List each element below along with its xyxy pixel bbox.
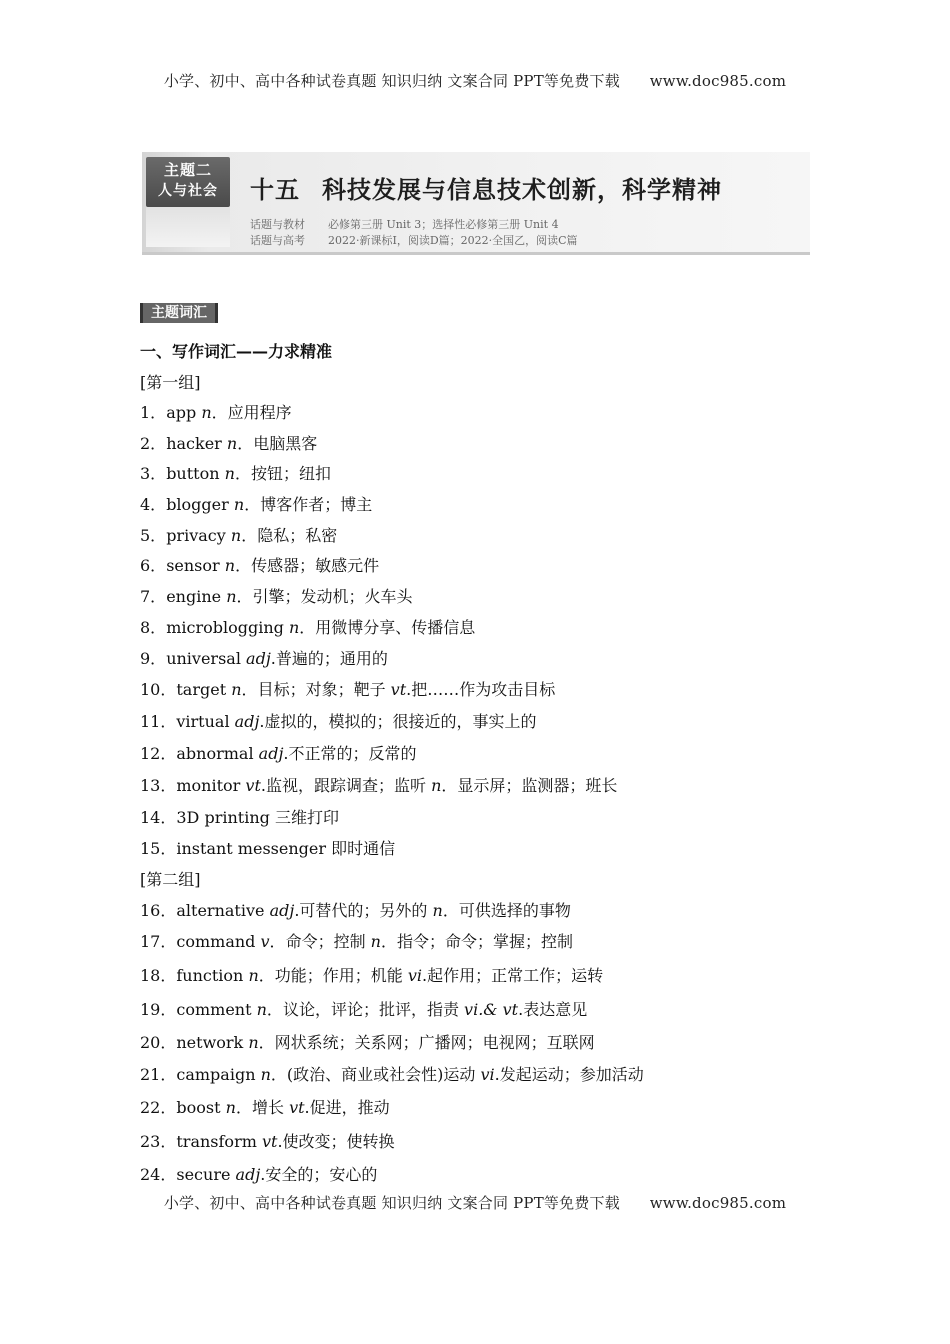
item-word: comment [176, 1000, 252, 1019]
item-pos-sep: ． [241, 526, 258, 545]
vocab-item [140, 400, 292, 423]
item-pos-2: vi [407, 966, 423, 985]
item-definition: 即时通信 [331, 839, 396, 858]
item-word: campaign [176, 1065, 256, 1084]
item-pos-sep: ． [237, 434, 254, 453]
vocab-item [140, 963, 603, 986]
item-pos: n [256, 1000, 267, 1019]
vocab-item [140, 1129, 395, 1152]
footer-url: www.doc985.com [649, 1194, 787, 1212]
group-label-2: [第二组] [140, 870, 201, 889]
item-number: 6． [140, 556, 167, 575]
footer-text: 小学、初中、高中各种试卷真题 知识归纳 文案合同 PPT等免费下载 [163, 1194, 620, 1212]
item-number: 24． [140, 1165, 177, 1184]
item-definition: 隐私；私密 [257, 526, 338, 545]
vocab-item [140, 1095, 390, 1118]
topic-banner [142, 152, 810, 255]
item-pos-sep: ． [236, 587, 253, 606]
item-definition: 增长 [251, 1098, 284, 1117]
item-pos-sep: . [283, 744, 289, 763]
item-number: 19． [140, 1000, 177, 1019]
item-definition: 三维打印 [274, 808, 339, 827]
item-number: 12． [140, 744, 177, 763]
item-pos-sep: ． [235, 1098, 252, 1117]
item-number: 14． [140, 808, 177, 827]
vocab-item [140, 836, 395, 859]
item-pos-sep: ． [258, 966, 275, 985]
item-number: 10． [140, 680, 177, 699]
item-word: function [176, 966, 244, 985]
item-definition: 用微博分享、传播信息 [315, 618, 476, 637]
item-pos-sep-2: . [422, 966, 428, 985]
item-pos: n [201, 403, 212, 422]
item-definition-2: 显示屏；监测器；班长 [457, 776, 618, 795]
item-definition-2: 表达意见 [523, 1000, 588, 1019]
item-number: 13． [140, 776, 177, 795]
item-pos-sep: ． [241, 680, 258, 699]
section-heading: 一、写作词汇——力求精准 [140, 342, 333, 361]
item-number: 4． [140, 495, 167, 514]
item-pos-sep-2: ． [380, 932, 397, 951]
item-number: 21． [140, 1065, 177, 1084]
section-tag: 主题词汇 [140, 303, 218, 323]
item-number: 18． [140, 966, 177, 985]
item-word: alternative [176, 901, 265, 920]
badge-topic-name: 人与社会 [158, 183, 218, 199]
item-definition: 按钮；纽扣 [250, 464, 331, 483]
vocab-item [140, 461, 331, 484]
item-pos-sep-2: ． [441, 776, 458, 795]
item-definition: (政治、商业或社会性)运动 [286, 1065, 476, 1084]
item-word: target [176, 680, 227, 699]
header-text: 小学、初中、高中各种试卷真题 知识归纳 文案合同 PPT等免费下载 [163, 72, 620, 90]
item-word: hacker [166, 434, 222, 453]
item-pos-sep: ． [211, 403, 228, 422]
item-number: 23． [140, 1132, 177, 1151]
item-definition: 安全的；安心的 [265, 1165, 378, 1184]
item-pos-2: vi.& vt [464, 1000, 519, 1019]
unit-number: 十五 [250, 176, 300, 204]
item-definition: 功能；作用；机能 [274, 966, 403, 985]
item-pos-sep-2: . [406, 680, 412, 699]
item-pos: n [288, 618, 300, 637]
item-word: 3D printing [176, 808, 270, 827]
item-word: engine [166, 587, 222, 606]
vocab-item [140, 1062, 644, 1085]
item-pos: n [225, 1098, 236, 1117]
item-pos-2: n [370, 932, 381, 951]
vocab-item [140, 929, 573, 952]
header-url: www.doc985.com [649, 72, 787, 90]
vocab-item [140, 523, 337, 546]
item-pos-sep: . [259, 712, 265, 731]
item-word: monitor [176, 776, 241, 795]
item-word: abnormal [176, 744, 254, 763]
item-word: blogger [166, 495, 229, 514]
badge-topic-number: 主题二 [163, 161, 212, 179]
vocab-item [140, 584, 413, 607]
textbook-label: 话题与教材 [250, 218, 305, 231]
textbook-info [250, 216, 559, 232]
item-number: 17． [140, 932, 177, 951]
item-definition-2: 促进，推动 [309, 1098, 390, 1117]
item-pos-sep: . [260, 1165, 266, 1184]
vocab-item [140, 492, 372, 515]
topic-badge [146, 157, 230, 207]
item-word: privacy [166, 526, 226, 545]
item-word: microblogging [166, 618, 284, 637]
vocab-item [140, 615, 475, 638]
item-definition-2: 可供选择的事物 [458, 901, 571, 920]
item-pos: n [231, 680, 242, 699]
item-pos: n [226, 434, 238, 453]
item-number: 3． [140, 464, 167, 483]
item-number: 15． [140, 839, 177, 858]
item-definition: 传感器；敏感元件 [251, 556, 380, 575]
item-pos: vt [261, 1132, 278, 1151]
item-definition: 应用程序 [227, 403, 292, 422]
unit-title: 科技发展与信息技术创新，科学精神 [322, 176, 722, 204]
vocab-item [140, 898, 571, 921]
item-word: transform [176, 1132, 257, 1151]
item-pos-sep: . [277, 1132, 283, 1151]
item-number: 22． [140, 1098, 177, 1117]
item-word: boost [176, 1098, 221, 1117]
banner-title [250, 170, 722, 205]
exam-label: 话题与高考 [250, 234, 305, 247]
item-pos-sep: ． [266, 1000, 283, 1019]
item-definition: 引擎；发动机；火车头 [252, 587, 413, 606]
item-definition: 虚拟的，模拟的；很接近的，事实上的 [264, 712, 537, 731]
item-number: 7． [140, 587, 167, 606]
item-pos-sep: ． [299, 618, 316, 637]
vocab-item [140, 1030, 595, 1053]
item-number: 2． [140, 434, 167, 453]
page-footer [0, 1192, 950, 1213]
item-word: virtual [176, 712, 230, 731]
item-definition-2: 发起运动；参加活动 [499, 1065, 644, 1084]
item-pos-2: vt [390, 680, 407, 699]
item-definition: 网状系统；关系网；广播网；电视网；互联网 [274, 1033, 595, 1052]
page-header [0, 70, 950, 91]
item-pos: n [233, 495, 245, 514]
item-word: secure [176, 1165, 231, 1184]
vocab-item [140, 773, 617, 796]
item-pos: adj [235, 1165, 261, 1184]
item-pos-sep: . [270, 649, 276, 668]
item-pos-sep: ． [244, 495, 261, 514]
exam-info [250, 232, 578, 248]
item-definition-2: 把……作为攻击目标 [411, 680, 556, 699]
item-pos-sep-2: . [494, 1065, 500, 1084]
vocab-item [140, 677, 555, 700]
item-word: instant messenger [176, 839, 326, 858]
item-word: sensor [166, 556, 220, 575]
item-pos-sep: ． [270, 1065, 287, 1084]
item-definition: 电脑黑客 [253, 434, 318, 453]
item-pos-sep: ． [258, 1033, 275, 1052]
exam-value: 2022·新课标Ⅰ，阅读D篇；2022·全国乙，阅读C篇 [328, 234, 578, 247]
item-pos-sep-2: . [304, 1098, 310, 1117]
item-pos: n [226, 587, 237, 606]
vocab-item [140, 805, 339, 828]
item-pos-sep-2: ． [442, 901, 459, 920]
item-number: 5． [140, 526, 167, 545]
item-word: network [176, 1033, 244, 1052]
item-definition: 可替代的；另外的 [299, 901, 428, 920]
item-word: command [176, 932, 256, 951]
item-number: 1． [140, 403, 167, 422]
item-definition: 目标；对象；靶子 [257, 680, 386, 699]
item-pos: adj [246, 649, 271, 668]
item-pos: n [248, 1033, 259, 1052]
item-pos-sep-2: . [518, 1000, 524, 1019]
item-definition: 议论，评论；批评，指责 [282, 1000, 459, 1019]
item-number: 11． [140, 712, 177, 731]
item-word: button [166, 464, 220, 483]
item-word: app [166, 403, 197, 422]
item-pos-sep: . [260, 776, 266, 795]
item-pos: n [230, 526, 242, 545]
vocab-item [140, 553, 379, 576]
item-pos-sep: ． [269, 932, 286, 951]
vocab-item [140, 431, 317, 454]
item-pos-2: vt [289, 1098, 305, 1117]
item-pos: n [224, 464, 235, 483]
group-label-1: [第一组] [140, 373, 201, 392]
item-definition: 命令；控制 [285, 932, 366, 951]
textbook-value: 必修第三册 Unit 3；选择性必修第三册 Unit 4 [328, 218, 559, 231]
item-number: 20． [140, 1033, 177, 1052]
item-number: 8． [140, 618, 167, 637]
item-definition: 使改变；使转换 [282, 1132, 395, 1151]
vocab-item [140, 741, 417, 764]
item-number: 16． [140, 901, 177, 920]
item-word: universal [166, 649, 241, 668]
vocab-item [140, 709, 537, 732]
item-definition: 普遍的；通用的 [275, 649, 388, 668]
vocab-item [140, 1162, 377, 1185]
item-pos-2: n [431, 776, 442, 795]
item-pos: n [260, 1065, 271, 1084]
item-pos-sep: . [294, 901, 300, 920]
item-pos: vt [245, 776, 261, 795]
item-pos: v [260, 932, 270, 951]
item-pos-2: n [432, 901, 443, 920]
item-pos: n [248, 966, 259, 985]
vocab-item [140, 997, 587, 1020]
badge-shadow [146, 207, 230, 247]
item-pos-sep: ． [235, 556, 252, 575]
item-definition-2: 起作用；正常工作；运转 [427, 966, 604, 985]
item-number: 9． [140, 649, 167, 668]
item-pos: adj [269, 901, 295, 920]
item-definition: 博客作者；博主 [260, 495, 373, 514]
vocab-item [140, 646, 388, 669]
item-pos-sep: ． [234, 464, 251, 483]
item-pos: n [224, 556, 236, 575]
item-pos-2: vi [480, 1065, 495, 1084]
item-pos: adj [234, 712, 260, 731]
item-definition-2: 指令；命令；掌握；控制 [397, 932, 574, 951]
item-definition: 不正常的；反常的 [288, 744, 417, 763]
item-pos: adj [258, 744, 284, 763]
item-definition: 监视，跟踪调查；监听 [265, 776, 426, 795]
